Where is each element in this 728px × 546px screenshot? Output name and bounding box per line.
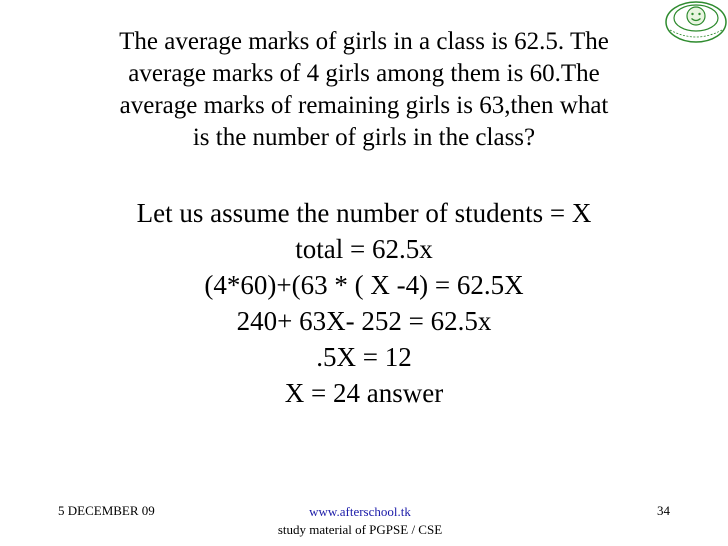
footer-subtitle: study material of PGPSE / CSE xyxy=(277,522,443,537)
footer-center xyxy=(255,503,465,539)
question-line: average marks of 4 girls among them is 60.The xyxy=(128,60,600,87)
solution-step: (4*60)+(63 * ( X -4) = 62.5X xyxy=(204,270,524,300)
solution-step: 240+ 63X- 252 = 62.5x xyxy=(236,306,492,336)
solution-steps xyxy=(58,195,670,411)
smiley-face-logo-icon xyxy=(664,0,728,44)
question-line: is the number of girls in the class? xyxy=(192,124,536,151)
solution-step: .5X = 12 xyxy=(316,342,412,372)
solution-step: total = 62.5x xyxy=(295,234,433,264)
solution-answer: X = 24 answer xyxy=(284,378,444,408)
question-line: average marks of remaining girls is 63,then what xyxy=(119,92,609,119)
question-text xyxy=(58,26,670,154)
solution-step: Let us assume the number of students = X xyxy=(136,198,592,228)
page-number: 34 xyxy=(657,503,670,518)
footer-website-link[interactable]: www.afterschool.tk xyxy=(309,504,411,519)
question-line: The average marks of girls in a class is 62.5. The xyxy=(119,28,609,55)
footer-date: 5 DECEMBER 09 xyxy=(58,503,155,518)
